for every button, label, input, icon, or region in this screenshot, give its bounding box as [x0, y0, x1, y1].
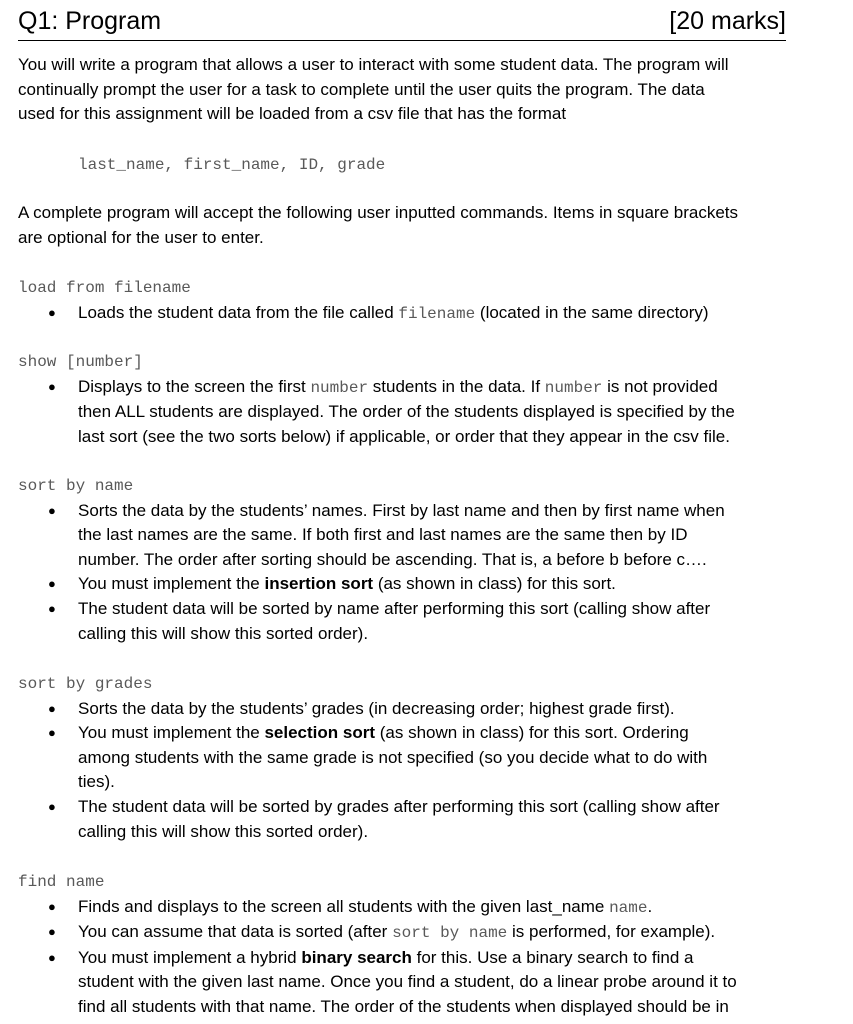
inline-code: sort by name	[392, 924, 508, 943]
list-item	[18, 301, 798, 327]
question-marks: [20 marks]	[669, 7, 786, 35]
list-item	[18, 946, 798, 1020]
text: then ALL students are displayed. The order of the students displayed is specified by the	[78, 402, 735, 422]
text: last sort (see the two sorts below) if applicable, or order that they appear in the csv file.	[78, 426, 730, 446]
text: is performed, for example).	[507, 922, 716, 942]
text: Finds and displays to the screen all students with the given last_name	[78, 896, 610, 916]
bold-text: binary search	[301, 947, 412, 967]
text: Sorts the data by the students’ grades (in decreasing order; highest grade first).	[78, 698, 675, 718]
text: Sorts the data by the students’ names. First by last name and then by first name when	[78, 500, 725, 520]
intro-line: You will write a program that allows a user to interact with some student data. The program will	[18, 55, 729, 74]
intro-line: are optional for the user to enter.	[18, 227, 264, 247]
text: Displays to the screen the first	[78, 376, 311, 396]
text: .	[647, 896, 653, 916]
inline-code: name	[609, 898, 648, 917]
sort-grades-bullets	[18, 697, 798, 845]
inline-code: filename	[398, 304, 476, 323]
intro-paragraph	[18, 53, 798, 127]
list-item	[18, 920, 798, 946]
sort-name-command: sort by name	[18, 477, 134, 495]
text: Loads the student data from the file called	[78, 302, 399, 322]
text: is not provided	[602, 376, 718, 396]
list-item	[18, 721, 798, 795]
sort-grades-command-section	[18, 672, 798, 844]
show-command-section	[18, 350, 798, 449]
text: You must implement the	[78, 723, 265, 743]
sort-grades-command: sort by grades	[18, 675, 153, 693]
list-item	[18, 795, 798, 844]
list-item	[18, 375, 798, 450]
text: number. The order after sorting should be ascending. That is, a before b before c….	[78, 549, 707, 569]
find-command: find name	[18, 873, 105, 891]
question-title: Q1: Program	[18, 7, 162, 35]
show-command: show [number]	[18, 353, 143, 371]
csv-format	[78, 153, 853, 178]
intro-line: A complete program will accept the following user inputted commands. Items in square brackets	[18, 203, 739, 222]
text: among students with the same grade is not specified (so you decide what to do with	[78, 747, 708, 767]
text: students in the data. If	[368, 376, 545, 396]
text: find all students with that name. The order of the students when displayed should be in	[78, 996, 729, 1016]
text: You can assume that data is sorted (after	[78, 922, 393, 942]
bold-text: insertion sort	[264, 574, 374, 594]
list-item	[18, 895, 798, 921]
list-item	[18, 499, 798, 573]
find-command-section	[18, 870, 798, 1020]
inline-code: number	[310, 378, 369, 397]
load-command-section	[18, 276, 798, 326]
sort-name-command-section	[18, 474, 798, 646]
sort-name-bullets	[18, 499, 798, 647]
show-bullets	[18, 375, 798, 450]
text: You must implement a hybrid	[78, 947, 302, 967]
bold-text: selection sort	[264, 723, 376, 743]
text: (as shown in class) for this sort. Ordering	[375, 723, 689, 743]
intro-line: used for this assignment will be loaded from a csv file that has the format	[18, 104, 567, 124]
text: calling this will show this sorted order).	[78, 623, 369, 643]
document-page	[18, 0, 818, 1016]
text: ties).	[78, 772, 115, 792]
text: calling this will show this sorted order).	[78, 821, 369, 841]
inline-code: number	[544, 378, 603, 397]
text: for this. Use a binary search to find a	[411, 947, 694, 967]
question-header	[18, 0, 786, 41]
text: student with the given last name. Once you find a student, do a linear probe around it to	[78, 972, 737, 992]
commands-intro	[18, 201, 798, 250]
text: (located in the same directory)	[475, 302, 709, 322]
text: You must implement the	[78, 574, 265, 594]
find-bullets	[18, 895, 798, 1020]
text: The student data will be sorted by grades after performing this sort (calling show after	[78, 796, 720, 816]
intro-line: continually prompt the user for a task to complete until the user quits the program. The data	[18, 79, 705, 99]
text: (as shown in class) for this sort.	[373, 574, 616, 594]
list-item	[18, 697, 798, 722]
text: the last names are the same. If both first and last names are the same then by ID	[78, 525, 688, 545]
load-bullets	[18, 301, 798, 327]
list-item	[18, 572, 798, 597]
text: The student data will be sorted by name after performing this sort (calling show after	[78, 598, 711, 618]
list-item	[18, 597, 798, 646]
load-command: load from filename	[18, 279, 191, 297]
csv-format-code: last_name, first_name, ID, grade	[78, 156, 386, 174]
